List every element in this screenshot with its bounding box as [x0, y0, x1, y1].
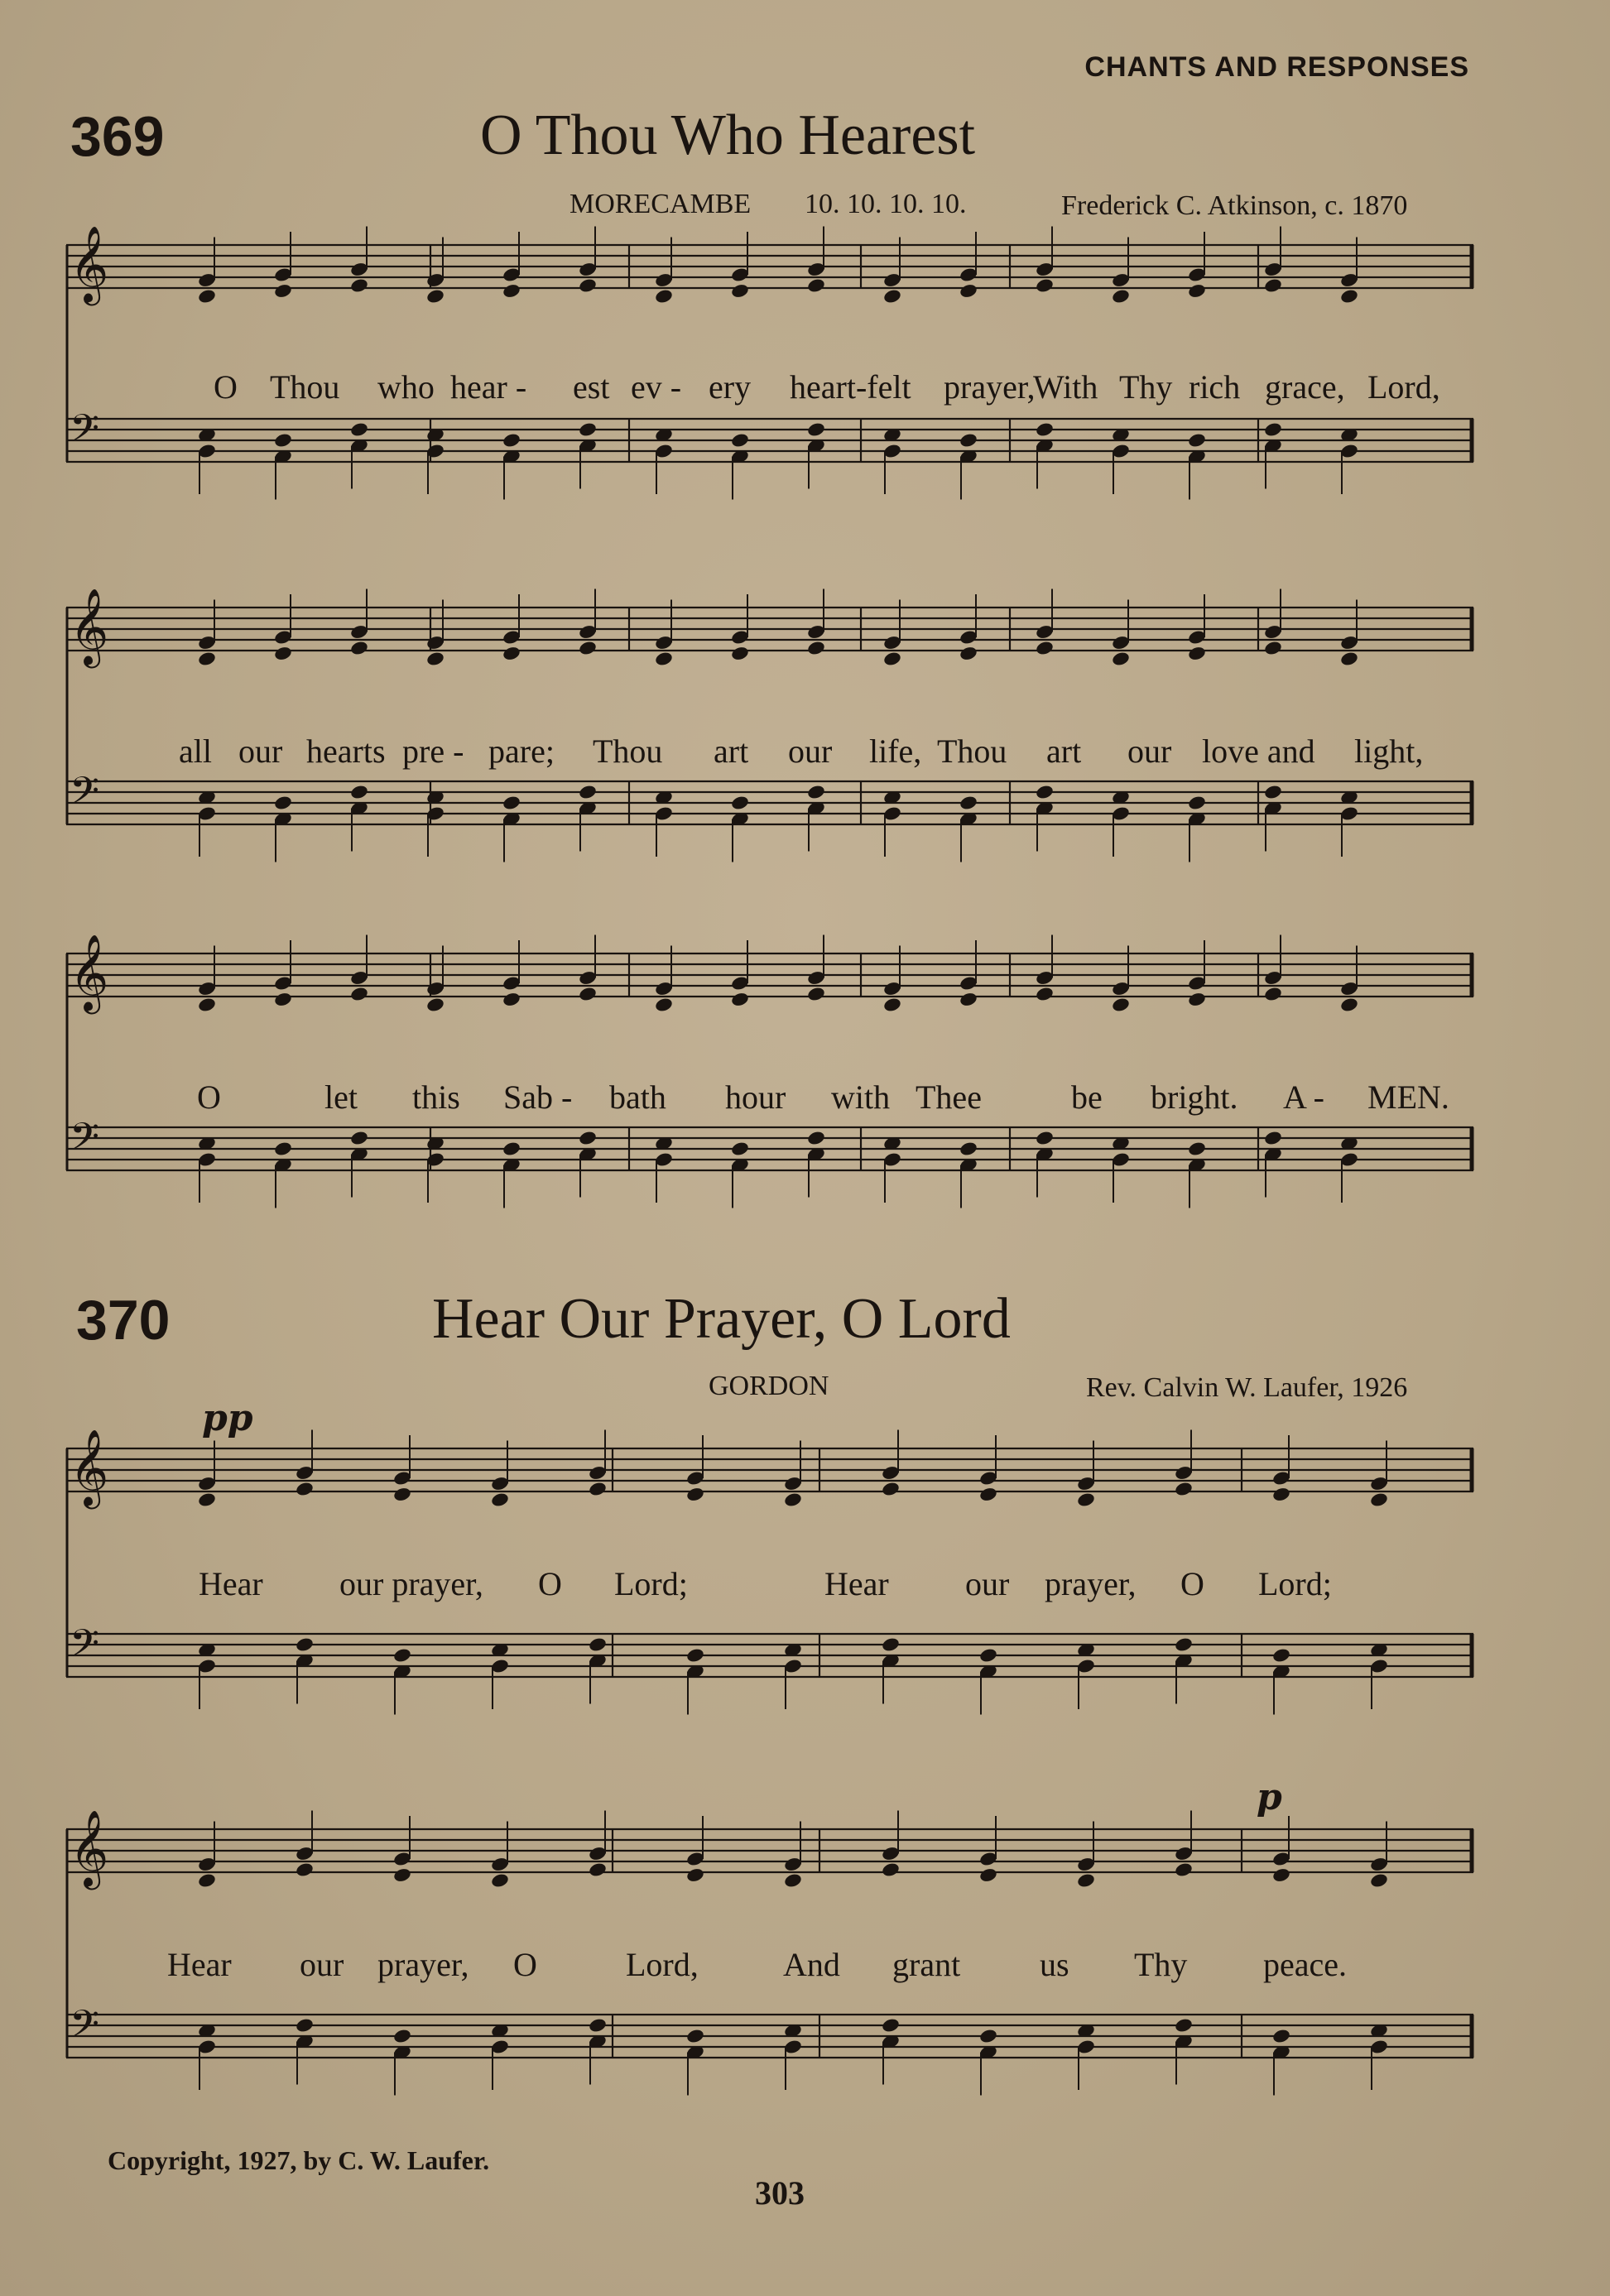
lyric-word: Thou — [937, 733, 1007, 770]
note-head — [349, 1130, 369, 1146]
hymn-369-lyrics-line-3 — [66, 1078, 1473, 1119]
lyric-word: bath — [609, 1078, 666, 1116]
note-head — [425, 997, 445, 1013]
note-head — [1187, 432, 1207, 449]
note-head — [959, 432, 978, 449]
note-head — [578, 1130, 598, 1146]
lyric-word: ery — [709, 368, 752, 406]
lyric-word: prayer, — [377, 1946, 469, 1983]
note-head — [273, 795, 293, 811]
note-head — [490, 1491, 510, 1508]
note-head — [881, 1636, 901, 1653]
note-head — [502, 992, 521, 1008]
note-head — [730, 1141, 750, 1157]
note-head — [1271, 2028, 1291, 2044]
note-head — [502, 432, 521, 449]
lyric-word: light, — [1354, 733, 1424, 770]
author-370: Rev. Calvin W. Laufer, 1926 — [1086, 1372, 1408, 1403]
note-head — [578, 640, 598, 656]
note-head — [1035, 986, 1055, 1002]
note-head — [273, 432, 293, 449]
note-head — [197, 997, 217, 1013]
note-head — [730, 283, 750, 300]
note-head — [882, 651, 902, 667]
note-head — [881, 2017, 901, 2034]
lyric-word: who — [377, 368, 435, 406]
lyric-word: Hear — [824, 1565, 889, 1602]
lyric-word: be — [1071, 1078, 1103, 1116]
note-head — [578, 986, 598, 1002]
lyric-word: Lord, — [626, 1946, 699, 1983]
copyright-notice: Copyright, 1927, by C. W. Laufer. — [108, 2145, 490, 2175]
hymn-title-369: O Thou Who Hearest — [480, 103, 976, 167]
lyric-word: O — [1180, 1565, 1204, 1602]
lyric-word: hour — [725, 1078, 786, 1116]
lyric-word: art — [1046, 733, 1082, 770]
note-head — [959, 283, 978, 300]
lyric-word: Sab - — [503, 1078, 573, 1116]
dynamic-piano: p — [1257, 1776, 1282, 1818]
note-head — [730, 432, 750, 449]
note-head — [588, 2017, 608, 2034]
note-head — [1263, 277, 1283, 294]
lyric-word: Thy — [1134, 1946, 1188, 1983]
note-head — [490, 1872, 510, 1889]
note-head — [978, 1647, 998, 1664]
bass-clef-icon: 𝄢 — [70, 769, 100, 823]
note-head — [1263, 784, 1283, 800]
note-head — [654, 651, 674, 667]
lyric-word: Thy — [1119, 368, 1173, 406]
note-head — [654, 288, 674, 305]
lyric-word: this — [412, 1078, 460, 1116]
lyric-word: our — [238, 733, 283, 770]
note-head — [295, 1861, 315, 1878]
lyric-word: pre - — [402, 733, 464, 770]
lyric-word: O — [214, 368, 238, 406]
note-head — [1111, 651, 1131, 667]
note-head — [273, 992, 293, 1008]
lyric-word: all — [179, 733, 212, 770]
note-head — [730, 795, 750, 811]
lyric-word: grant — [892, 1946, 961, 1983]
note-head — [273, 1141, 293, 1157]
note-head — [978, 2028, 998, 2044]
note-head — [783, 1872, 803, 1889]
note-head — [502, 1141, 521, 1157]
treble-clef-icon: 𝄞 — [70, 588, 109, 665]
hymn-number-369: 369 — [70, 105, 165, 168]
note-head — [1271, 1647, 1291, 1664]
lyric-word: O — [513, 1946, 537, 1983]
bass-clef-icon: 𝄢 — [70, 1115, 100, 1169]
note-head — [978, 1867, 998, 1884]
note-head — [881, 1861, 901, 1878]
lyric-word: prayer, — [944, 368, 1036, 406]
note-head — [392, 2028, 412, 2044]
lyric-word: MEN. — [1367, 1078, 1449, 1116]
note-head — [959, 1141, 978, 1157]
note-head — [349, 986, 369, 1002]
lyric-word: grace, — [1265, 368, 1345, 406]
treble-clef-icon: 𝄞 — [70, 225, 109, 302]
note-head — [197, 1491, 217, 1508]
note-head — [588, 1636, 608, 1653]
note-head — [685, 1647, 705, 1664]
hymn-369-lyrics-line-2 — [66, 732, 1473, 773]
lyric-word: Thee — [916, 1078, 982, 1116]
note-head — [392, 1867, 412, 1884]
lyric-word: bright. — [1151, 1078, 1238, 1116]
note-head — [197, 288, 217, 305]
lyric-word: life, — [869, 733, 922, 770]
lyric-word: love and — [1202, 733, 1315, 770]
note-head — [502, 283, 521, 300]
note-head — [1263, 986, 1283, 1002]
note-head — [1187, 992, 1207, 1008]
note-head — [882, 288, 902, 305]
note-head — [392, 1487, 412, 1503]
treble-clef-icon: 𝄞 — [70, 1429, 109, 1506]
lyric-word: heart-felt — [790, 368, 911, 406]
note-head — [1263, 421, 1283, 438]
note-head — [1369, 1872, 1389, 1889]
meter-369: 10. 10. 10. 10. — [805, 189, 967, 219]
lyric-word: Lord, — [1367, 368, 1440, 406]
lyric-word: our — [965, 1565, 1010, 1602]
treble-clef-icon: 𝄞 — [70, 1809, 109, 1886]
treble-clef-icon: 𝄞 — [70, 934, 109, 1011]
note-head — [1174, 1481, 1194, 1497]
note-head — [1076, 1872, 1096, 1889]
note-head — [1369, 1491, 1389, 1508]
note-head — [730, 992, 750, 1008]
lyric-word: prayer, — [1045, 1565, 1137, 1602]
note-head — [1174, 2017, 1194, 2034]
note-head — [1271, 1867, 1291, 1884]
note-head — [806, 986, 826, 1002]
hymn-370-lyrics-line-2 — [66, 1945, 1473, 1986]
lyric-word: our prayer, — [339, 1565, 483, 1602]
note-head — [1263, 1130, 1283, 1146]
note-head — [349, 640, 369, 656]
note-head — [1035, 277, 1055, 294]
note-head — [1035, 1130, 1055, 1146]
note-head — [685, 2028, 705, 2044]
note-head — [1035, 421, 1055, 438]
note-head — [273, 646, 293, 662]
tune-name-370: GORDON — [709, 1371, 829, 1401]
note-head — [1174, 1861, 1194, 1878]
lyric-word: With — [1033, 368, 1098, 406]
note-head — [806, 421, 826, 438]
note-head — [1339, 997, 1359, 1013]
note-head — [882, 997, 902, 1013]
lyric-word: Lord; — [614, 1565, 688, 1602]
note-head — [806, 277, 826, 294]
note-head — [578, 421, 598, 438]
note-head — [349, 421, 369, 438]
note-head — [783, 1491, 803, 1508]
lyric-word: hearts — [306, 733, 386, 770]
lyric-word: And — [783, 1946, 840, 1983]
note-head — [197, 651, 217, 667]
note-head — [425, 288, 445, 305]
note-head — [1076, 1491, 1096, 1508]
bass-clef-icon: 𝄢 — [70, 2002, 100, 2056]
note-head — [588, 1481, 608, 1497]
note-head — [1111, 288, 1131, 305]
note-head — [1339, 651, 1359, 667]
lyric-word: O — [197, 1078, 221, 1116]
lyric-word: our — [300, 1946, 344, 1983]
note-head — [881, 1481, 901, 1497]
lyric-word: our — [1127, 733, 1172, 770]
lyric-word: art — [714, 733, 749, 770]
note-head — [1035, 784, 1055, 800]
bass-clef-icon: 𝄢 — [70, 406, 100, 460]
note-head — [197, 1872, 217, 1889]
lyric-word: ev - — [631, 368, 682, 406]
note-head — [1187, 283, 1207, 300]
note-head — [1174, 1636, 1194, 1653]
note-head — [1263, 640, 1283, 656]
note-head — [654, 997, 674, 1013]
note-head — [578, 784, 598, 800]
hymn-370-lyrics-line-1 — [66, 1564, 1473, 1606]
lyric-word: est — [573, 368, 610, 406]
bass-clef-icon: 𝄢 — [70, 1621, 100, 1675]
note-head — [730, 646, 750, 662]
note-head — [502, 795, 521, 811]
note-head — [425, 651, 445, 667]
hymn-369-lyrics-line-1 — [66, 367, 1473, 409]
note-head — [1187, 1141, 1207, 1157]
lyric-word: A - — [1283, 1078, 1324, 1116]
section-header: CHANTS AND RESPONSES — [1084, 51, 1469, 83]
note-head — [1187, 795, 1207, 811]
tune-name-369: MORECAMBE — [570, 189, 752, 219]
page-number: 303 — [755, 2174, 805, 2212]
note-head — [1339, 288, 1359, 305]
note-head — [578, 277, 598, 294]
hymn-title-370: Hear Our Prayer, O Lord — [432, 1287, 1011, 1351]
note-head — [349, 784, 369, 800]
hymn-number-370: 370 — [76, 1289, 171, 1352]
note-head — [502, 646, 521, 662]
lyric-word: Thou — [593, 733, 663, 770]
note-head — [273, 283, 293, 300]
lyric-word: Hear — [167, 1946, 232, 1983]
note-head — [1187, 646, 1207, 662]
lyric-word: with — [831, 1078, 891, 1116]
note-head — [959, 795, 978, 811]
note-head — [295, 1636, 315, 1653]
lyric-word: Hear — [199, 1565, 263, 1602]
dynamic-pianissimo: pp — [202, 1397, 253, 1439]
note-head — [392, 1647, 412, 1664]
lyric-word: hear - — [450, 368, 527, 406]
lyric-word: Thou — [270, 368, 340, 406]
note-head — [959, 992, 978, 1008]
lyric-word: Lord; — [1258, 1565, 1332, 1602]
lyric-word: O — [538, 1565, 562, 1602]
note-head — [806, 640, 826, 656]
note-head — [978, 1487, 998, 1503]
note-head — [349, 277, 369, 294]
note-head — [685, 1487, 705, 1503]
lyric-word: let — [324, 1078, 358, 1116]
note-head — [295, 1481, 315, 1497]
note-head — [959, 646, 978, 662]
note-head — [806, 1130, 826, 1146]
note-head — [1271, 1487, 1291, 1503]
lyric-word: pare; — [488, 733, 555, 770]
note-head — [295, 2017, 315, 2034]
lyric-word: rich — [1189, 368, 1241, 406]
note-head — [1035, 640, 1055, 656]
note-head — [806, 784, 826, 800]
lyric-word: peace. — [1263, 1946, 1348, 1983]
note-head — [685, 1867, 705, 1884]
lyric-word: our — [788, 733, 833, 770]
note-head — [1111, 997, 1131, 1013]
note-head — [588, 1861, 608, 1878]
author-369: Frederick C. Atkinson, c. 1870 — [1061, 190, 1408, 221]
lyric-word: us — [1040, 1946, 1069, 1983]
